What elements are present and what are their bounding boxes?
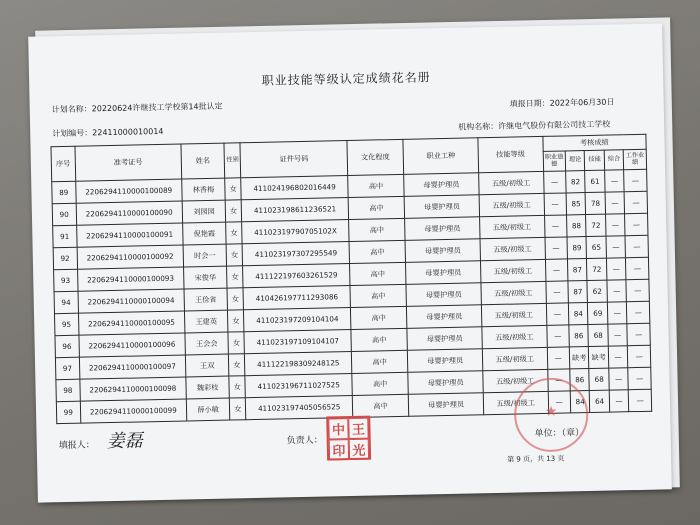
cell-level: 五级/初级工 <box>482 347 547 370</box>
cell-exam-no: 2206294110000100097 <box>79 355 186 379</box>
header-gender: 性别 <box>224 143 241 178</box>
cell-skill: 69 <box>588 302 608 324</box>
cell-ethics: — <box>544 215 567 237</box>
cell-level: 五级/初级工 <box>479 193 544 216</box>
document-sheet <box>28 23 672 502</box>
cell-level: 五级/初级工 <box>481 281 546 304</box>
document-title: 职业技能等级认定成绩花名册 <box>261 70 431 88</box>
header-ethics: 职业道德 <box>543 151 566 171</box>
cell-name: 王双 <box>185 354 228 377</box>
fill-date: 填报日期：2022年06月30日 <box>509 97 615 109</box>
cell-occupation: 母婴护理员 <box>404 173 479 197</box>
cell-theory: 84 <box>570 391 590 413</box>
cell-cert-no: 411024196802016449 <box>241 176 348 200</box>
header-theory: 理论 <box>565 151 585 171</box>
cell-ethics: — <box>545 237 568 259</box>
cell-perf: — <box>629 389 652 411</box>
cell-exam-no: 2206294110000100092 <box>77 245 184 269</box>
cell-theory: 85 <box>566 193 586 215</box>
cell-seq: 89 <box>52 181 76 203</box>
cell-theory: 89 <box>567 237 587 259</box>
cell-skill: 64 <box>590 390 610 412</box>
cell-comp: — <box>606 236 626 258</box>
cell-gender: 女 <box>228 332 245 354</box>
cell-occupation: 母婴护理员 <box>405 239 480 263</box>
cell-comp: — <box>605 192 625 214</box>
cell-gender: 女 <box>227 288 244 310</box>
plan-name: 计划名称：20220624许继技工学校第14批认定 <box>51 101 223 115</box>
cell-ethics: — <box>548 391 571 413</box>
cell-comp: — <box>607 280 627 302</box>
cell-skill: 68 <box>588 324 608 346</box>
cell-education: 高中 <box>349 240 406 263</box>
cell-perf: — <box>624 191 647 213</box>
filler-label: 填报人： <box>58 440 95 452</box>
cell-education: 高中 <box>349 262 406 285</box>
cell-gender: 女 <box>226 222 243 244</box>
cell-name: 倪艳霞 <box>183 222 226 245</box>
cell-perf: — <box>628 345 651 367</box>
cell-gender: 女 <box>228 310 245 332</box>
cell-level: 五级/初级工 <box>483 391 548 414</box>
cell-level: 五级/初级工 <box>481 303 546 326</box>
cell-cert-no: 41102319790705102X <box>242 220 349 244</box>
cell-cert-no: 411023197109104107 <box>244 329 351 353</box>
cell-gender: 女 <box>227 266 244 288</box>
cell-exam-no: 2206294110000100093 <box>77 267 184 291</box>
responsible-label: 负责人： <box>286 435 323 447</box>
cell-occupation: 母婴护理员 <box>405 217 480 241</box>
org-name: 机构名称：许继电气股份有限公司技工学校 <box>458 119 611 132</box>
cell-skill: 78 <box>586 192 606 214</box>
cell-exam-no: 2206294110000100096 <box>78 333 185 357</box>
header-level: 技能等级 <box>478 136 543 172</box>
cell-ethics: — <box>544 193 567 215</box>
header-seq: 序号 <box>51 146 75 181</box>
page-info: 第 9 页，共 13 页 <box>507 454 565 464</box>
header-scores: 考核成绩 <box>542 134 646 151</box>
cell-comp: — <box>608 324 628 346</box>
cell-gender: 女 <box>229 398 246 420</box>
cell-exam-no: 2206294110000100089 <box>75 179 182 203</box>
cell-cert-no: 411122197603261529 <box>243 264 350 288</box>
cell-seq: 90 <box>52 203 76 225</box>
cell-seq: 96 <box>55 335 79 357</box>
cell-exam-no: 2206294110000100091 <box>76 223 183 247</box>
header-cert-no: 证件号码 <box>240 141 347 178</box>
cell-occupation: 母婴护理员 <box>406 283 481 307</box>
cell-level: 五级/初级工 <box>480 259 545 282</box>
cell-seq: 95 <box>54 313 78 335</box>
cell-ethics: — <box>547 369 570 391</box>
cell-skill: 72 <box>587 258 607 280</box>
cell-theory: 87 <box>568 281 588 303</box>
cell-theory: 86 <box>569 325 589 347</box>
cell-perf: — <box>624 169 647 191</box>
cell-occupation: 母婴护理员 <box>406 261 481 285</box>
header-occupation: 职业工种 <box>403 138 478 175</box>
cell-cert-no: 411122198309248125 <box>245 351 352 375</box>
cell-skill: 65 <box>586 236 606 258</box>
cell-perf: — <box>626 279 649 301</box>
cell-perf: — <box>627 323 650 345</box>
cell-comp: — <box>609 368 629 390</box>
cell-theory: 84 <box>568 303 588 325</box>
cell-seq: 92 <box>53 247 77 269</box>
cell-level: 五级/初级工 <box>483 369 548 392</box>
cell-seq: 93 <box>54 269 78 291</box>
cell-seq: 97 <box>55 357 79 379</box>
cell-ethics: — <box>546 325 569 347</box>
cell-education: 高中 <box>350 284 407 307</box>
cell-gender: 女 <box>226 244 243 266</box>
cell-cert-no: 411023197405056525 <box>246 395 353 419</box>
cell-cert-no: 410426197711293086 <box>243 286 350 310</box>
cell-seq: 98 <box>56 379 80 401</box>
unit-stamp-label: 单位：（章） <box>534 428 585 440</box>
cell-skill: 62 <box>587 280 607 302</box>
cell-education: 高中 <box>348 174 405 197</box>
cell-level: 五级/初级工 <box>480 215 545 238</box>
cell-seq: 94 <box>54 291 78 313</box>
header-performance: 工作业绩 <box>624 149 647 169</box>
cell-exam-no: 2206294110000100099 <box>80 399 187 423</box>
cell-comp: — <box>605 214 625 236</box>
cell-theory: 88 <box>567 215 587 237</box>
cell-level: 五级/初级工 <box>480 237 545 260</box>
filler-signature: 姜磊 <box>106 430 143 453</box>
cell-level: 五级/初级工 <box>479 171 544 194</box>
red-name-seal: 中 王 印 光 <box>326 416 371 461</box>
cell-occupation: 母婴护理员 <box>408 393 483 417</box>
cell-name: 宋俊华 <box>184 266 227 289</box>
cell-theory: 缺考 <box>569 347 589 369</box>
cell-exam-no: 2206294110000100095 <box>78 311 185 335</box>
header-skill: 技能 <box>585 150 605 170</box>
cell-name: 刘园园 <box>182 200 225 223</box>
cell-gender: 女 <box>225 178 242 200</box>
official-round-seal <box>513 377 589 453</box>
cell-theory: 82 <box>566 171 586 193</box>
cell-seq: 91 <box>53 225 77 247</box>
cell-perf: — <box>625 235 648 257</box>
cell-education: 高中 <box>349 218 406 241</box>
cell-name: 薛小敏 <box>186 398 229 421</box>
cell-education: 高中 <box>352 394 409 417</box>
cell-exam-no: 2206294110000100094 <box>78 289 185 313</box>
cell-skill: 缺考 <box>589 346 609 368</box>
header-name: 姓名 <box>181 143 225 179</box>
cell-education: 高中 <box>351 328 408 351</box>
cell-exam-no: 2206294110000100090 <box>76 201 183 225</box>
cell-comp: — <box>608 346 628 368</box>
cell-ethics: — <box>545 281 568 303</box>
header-education: 文化程度 <box>347 139 404 175</box>
header-exam-no: 准考证号 <box>75 144 182 181</box>
cell-level: 五级/初级工 <box>482 325 547 348</box>
cell-ethics: — <box>545 259 568 281</box>
cell-theory: 86 <box>570 369 590 391</box>
cell-ethics: — <box>546 303 569 325</box>
cell-occupation: 母婴护理员 <box>408 349 483 373</box>
cell-occupation: 母婴护理员 <box>404 195 479 219</box>
cell-name: 王会会 <box>185 332 228 355</box>
seal-star-icon: ★ <box>544 403 558 420</box>
header-comprehensive: 综合 <box>604 150 624 170</box>
cell-cert-no: 411023197209104104 <box>244 308 351 332</box>
cell-cert-no: 411023196711027525 <box>245 373 352 397</box>
cell-occupation: 母婴护理员 <box>407 305 482 329</box>
cell-name: 林香梅 <box>182 178 225 201</box>
cell-education: 高中 <box>352 372 409 395</box>
cell-skill: 61 <box>585 170 605 192</box>
cell-comp: — <box>609 390 629 412</box>
cell-gender: 女 <box>228 354 245 376</box>
cell-ethics: — <box>543 171 566 193</box>
cell-name: 魏彩枝 <box>186 376 229 399</box>
cell-comp: — <box>606 258 626 280</box>
cell-education: 高中 <box>348 196 405 219</box>
plan-number: 计划编号：22411000010014 <box>52 126 164 139</box>
cell-cert-no: 411023197307295549 <box>242 242 349 266</box>
cell-gender: 女 <box>225 200 242 222</box>
cell-skill: 68 <box>589 368 609 390</box>
cell-perf: — <box>625 213 648 235</box>
cell-ethics: — <box>547 347 570 369</box>
cell-occupation: 母婴护理员 <box>408 371 483 395</box>
cell-occupation: 母婴护理员 <box>407 327 482 351</box>
cell-education: 高中 <box>350 306 407 329</box>
cell-name: 王俭省 <box>184 288 227 311</box>
cell-theory: 87 <box>567 259 587 281</box>
cell-comp: — <box>607 302 627 324</box>
cell-seq: 99 <box>56 401 80 423</box>
cell-comp: — <box>605 170 625 192</box>
cell-perf: — <box>628 367 651 389</box>
cell-skill: 72 <box>586 214 606 236</box>
cell-perf: — <box>627 301 650 323</box>
cell-name: 时会一 <box>183 244 226 267</box>
cell-gender: 女 <box>229 376 246 398</box>
cell-perf: — <box>626 257 649 279</box>
cell-exam-no: 2206294110000100098 <box>79 377 186 401</box>
cell-education: 高中 <box>351 350 408 373</box>
cell-cert-no: 411023198611236521 <box>242 198 349 222</box>
cell-name: 王建英 <box>185 310 228 333</box>
